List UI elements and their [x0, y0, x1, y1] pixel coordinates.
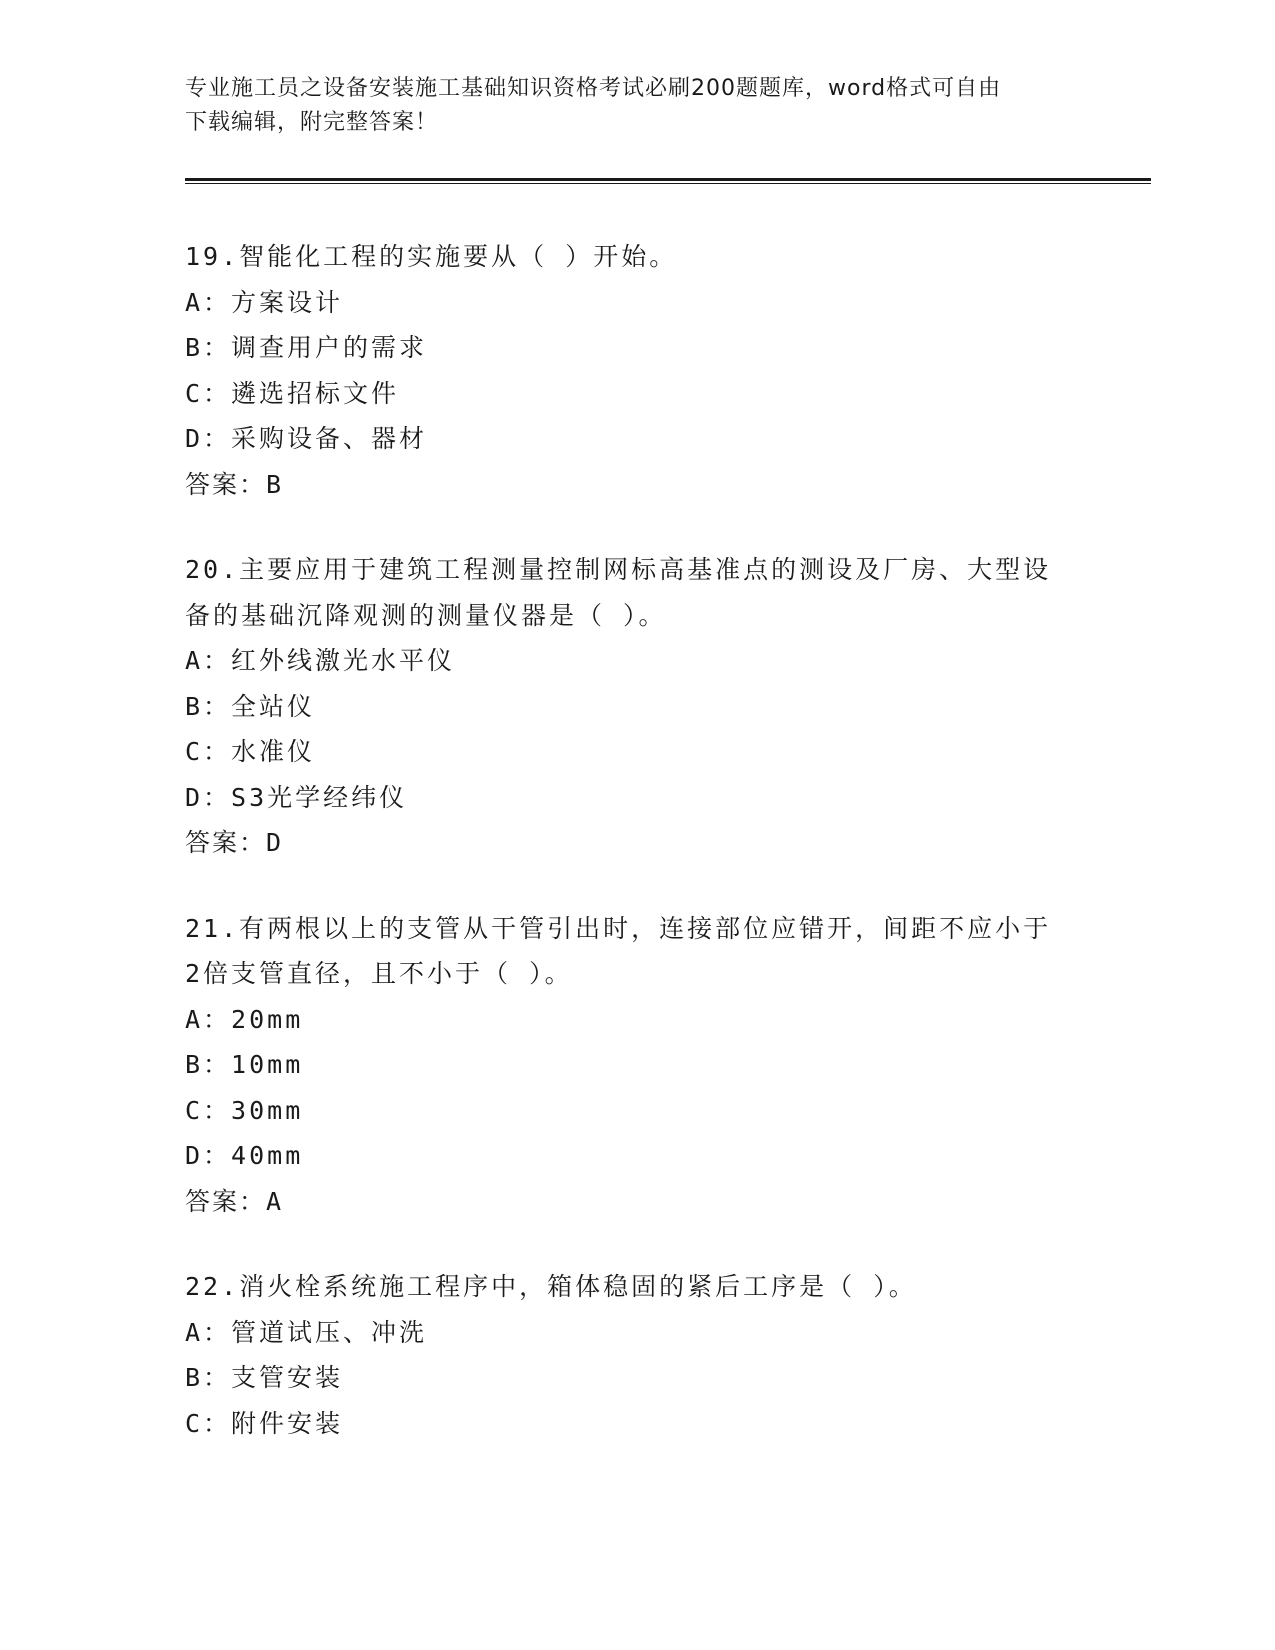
- answer-line: [185, 462, 1085, 508]
- question-stem: 20.主要应用于建筑工程测量控制网标高基准点的测设及厂房、大型设 备的基础沉降观测的测量仪器是（ ）。: [185, 555, 1052, 630]
- question-stem: 21.有两根以上的支管从干管引出时，连接部位应错开，间距不应小于 2倍支管直径，且不小于（ ）。: [185, 913, 1052, 988]
- option-a: A：方案设计: [185, 287, 344, 317]
- option-b: B：10mm: [185, 1050, 304, 1079]
- question-stem: 22.消火栓系统施工程序中，箱体稳固的紧后工序是（ ）。: [185, 1272, 917, 1301]
- option-c: C：水准仪: [185, 737, 316, 766]
- header-divider-thick: [185, 178, 1151, 181]
- question-20: [185, 547, 1085, 866]
- option-d: D：采购设备、器材: [185, 424, 428, 453]
- answer-label: 答案：: [185, 828, 267, 857]
- question-22: [185, 1264, 1085, 1446]
- option-b: B：全站仪: [185, 691, 316, 721]
- answer-value: A: [266, 1186, 284, 1216]
- option-d: D：S3光学经纬仪: [185, 782, 408, 812]
- answer-label: 答案：: [185, 469, 267, 499]
- answer-value: D: [266, 828, 284, 857]
- option-b: B：调查用户的需求: [185, 333, 428, 362]
- answer-value: B: [266, 469, 284, 499]
- answer-label: 答案：: [185, 1186, 267, 1216]
- header-divider-thin: [185, 183, 1151, 184]
- option-d: D：40mm: [185, 1141, 304, 1170]
- option-a: A：20mm: [185, 1004, 304, 1034]
- option-c: C：附件安装: [185, 1408, 344, 1438]
- option-c: C：30mm: [185, 1095, 304, 1125]
- question-21: [185, 906, 1085, 1225]
- answer-line: [185, 820, 1085, 866]
- option-a: A：管道试压、冲洗: [185, 1317, 428, 1347]
- answer-line: [185, 1179, 1085, 1225]
- question-19: [185, 234, 1085, 507]
- option-a: A：红外线激光水平仪: [185, 646, 456, 675]
- question-stem: 19.智能化工程的实施要从（ ）开始。: [185, 242, 678, 271]
- question-list: [185, 234, 1085, 1486]
- document-header: 专业施工员之设备安装施工基础知识资格考试必刷200题题库，word格式可自由 下载编辑，附完整答案！: [185, 76, 1002, 135]
- option-c: C：遴选招标文件: [185, 378, 400, 408]
- option-b: B：支管安装: [185, 1363, 344, 1392]
